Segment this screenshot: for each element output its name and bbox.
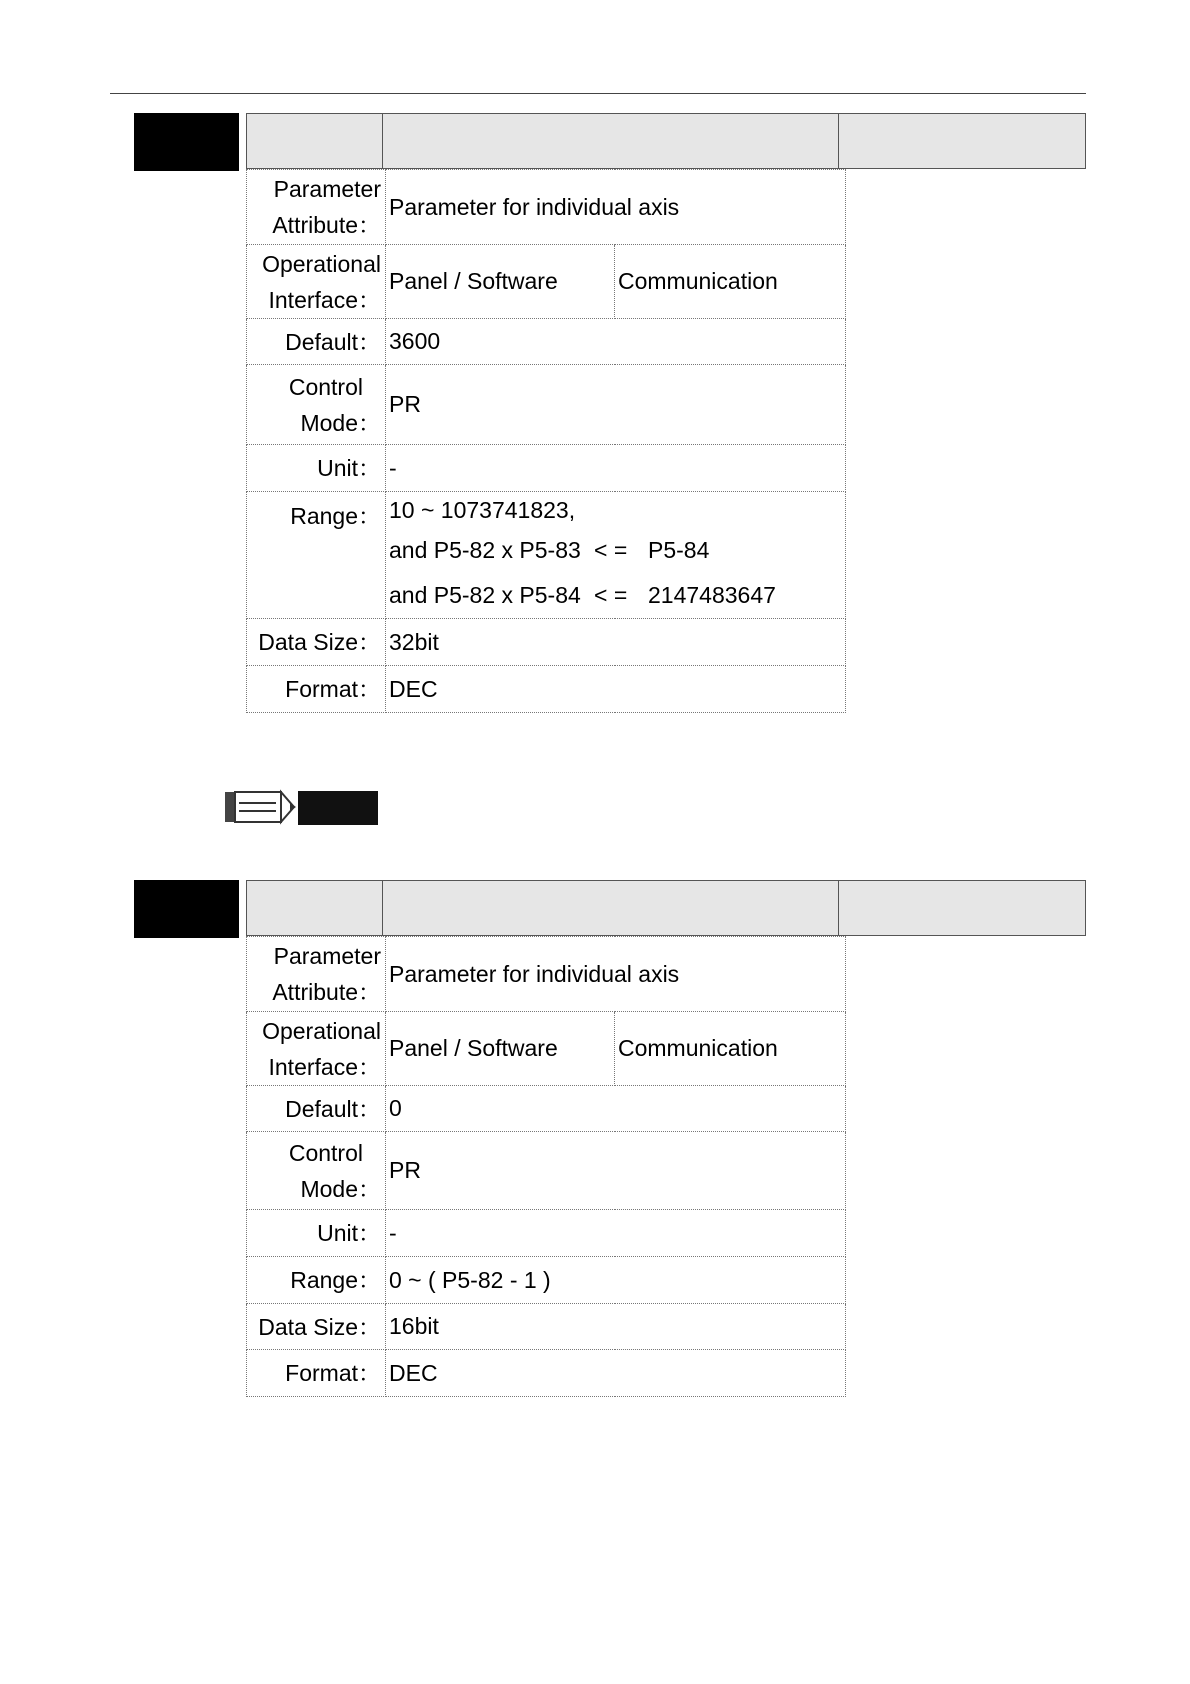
label-default: Default： [247,319,386,365]
row-data-size [247,1304,846,1350]
value-unit: - [386,445,846,492]
row-format [247,666,846,713]
value-default: 0 [386,1086,846,1132]
row-unit [247,445,846,492]
row-unit [247,1210,846,1257]
label-attribute [247,937,386,1012]
label-line: Control [288,1139,363,1166]
row-range [247,1257,846,1304]
pencil-icon [224,789,298,825]
row-control-mode [247,1132,846,1210]
row-interface [247,1012,846,1086]
label-line: Interface： [268,1053,381,1080]
label-range: Range： [247,492,386,619]
value-format: DEC [386,666,846,713]
range-expr: and P5-82 x P5-83 [389,537,581,563]
parameter-table [246,936,846,1397]
value-interface-panel: Panel / Software [386,1012,615,1086]
value-attribute: Parameter for individual axis [386,170,846,245]
range-limit: 2147483647 [648,582,776,608]
note-badge [298,791,378,825]
label-control-mode [247,365,386,445]
label-attribute [247,170,386,245]
value-unit: - [386,1210,846,1257]
label-format: Format： [247,1350,386,1397]
row-range [247,492,846,619]
row-data-size [247,619,846,666]
label-data-size: Data Size： [247,619,386,666]
row-attribute [247,937,846,1012]
label-data-size: Data Size： [247,1304,386,1350]
parameter-table [246,169,846,713]
range-line-3 [389,573,845,618]
label-format: Format： [247,666,386,713]
range-expr: and P5-82 x P5-84 [389,582,581,608]
label-line: Parameter [273,176,381,202]
range-line-2 [389,528,845,573]
value-data-size: 32bit [386,619,846,666]
label-line: Attribute： [272,979,381,1005]
label-line: Mode： [300,1175,381,1202]
value-control-mode: PR [386,1132,846,1210]
value-interface-comm: Communication [615,245,846,319]
value-format: DEC [386,1350,846,1397]
label-line: Interface： [268,286,381,313]
label-line: Operational [262,1017,381,1044]
value-range [386,492,846,619]
value-range: 0 ~ ( P5-82 - 1 ) [386,1257,846,1304]
label-line: Parameter [273,943,381,969]
note-marker [224,789,380,825]
label-interface [247,245,386,319]
row-format [247,1350,846,1397]
range-operator: < = [594,582,628,608]
label-line: Control [288,373,363,400]
parameter-header [246,880,1086,936]
range-line-1: 10 ~ 1073741823, [389,497,576,523]
label-control-mode [247,1132,386,1210]
row-interface [247,245,846,319]
value-interface-comm: Communication [615,1012,846,1086]
row-attribute [247,170,846,245]
row-control-mode [247,365,846,445]
row-default [247,319,846,365]
top-rule [110,93,1086,94]
label-range: Range： [247,1257,386,1304]
parameter-code-tab [134,880,239,938]
label-interface [247,1012,386,1086]
value-control-mode: PR [386,365,846,445]
value-interface-panel: Panel / Software [386,245,615,319]
label-default: Default： [247,1086,386,1132]
parameter-code-tab [134,113,239,171]
value-attribute: Parameter for individual axis [386,937,846,1012]
label-unit: Unit： [247,445,386,492]
label-line: Operational [262,250,381,277]
value-data-size: 16bit [386,1304,846,1350]
label-unit: Unit： [247,1210,386,1257]
parameter-header [246,113,1086,169]
row-default [247,1086,846,1132]
range-limit: P5-84 [648,537,710,563]
range-operator: < = [594,537,628,563]
value-default: 3600 [386,319,846,365]
label-line: Attribute： [272,212,381,238]
label-line: Mode： [300,409,381,436]
